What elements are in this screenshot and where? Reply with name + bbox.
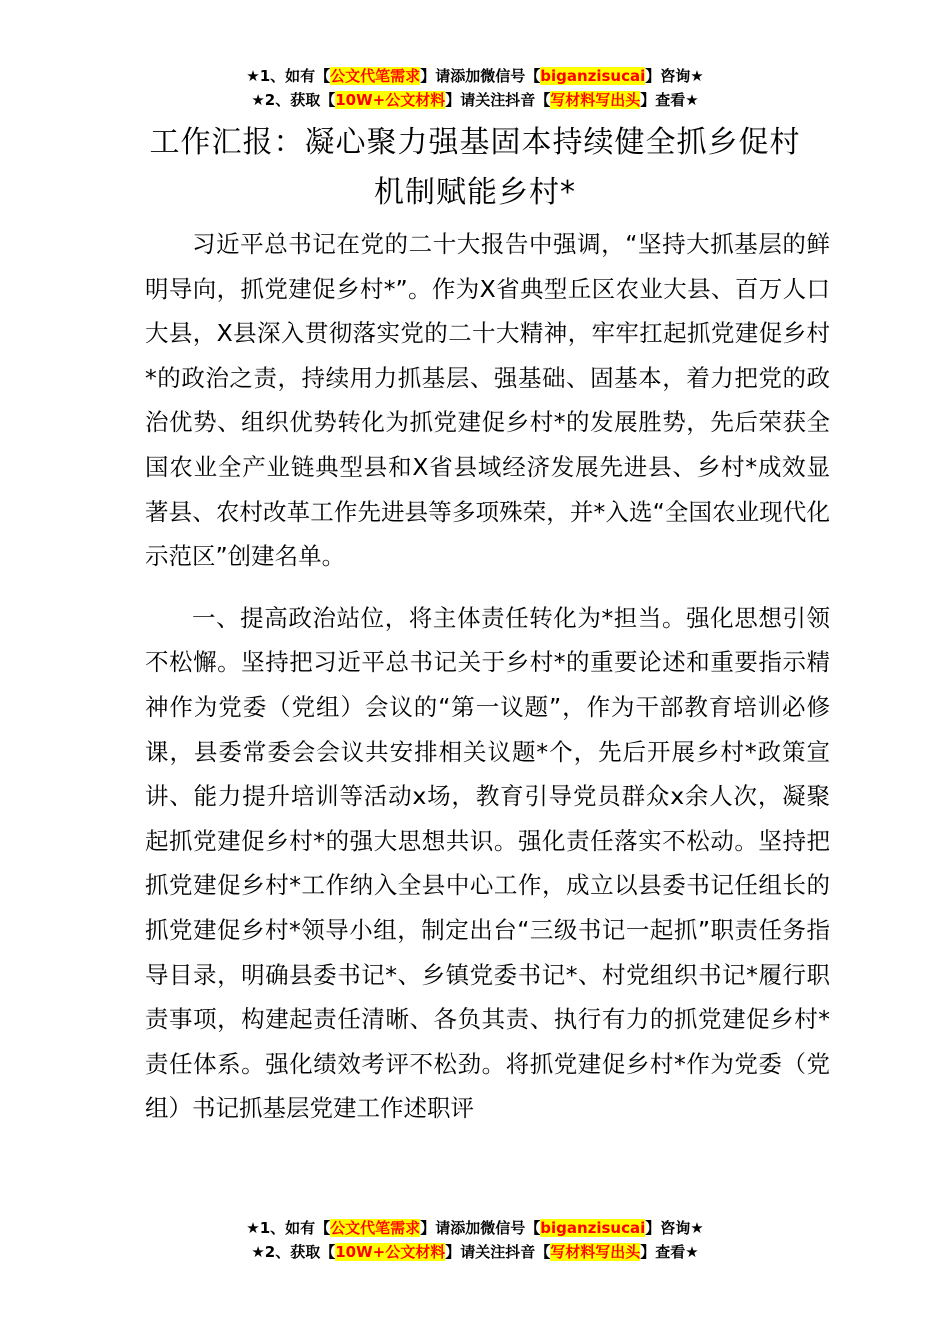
- document-title: 工作汇报：凝心聚力强基固本持续健全抓乡促村机制赋能乡村*: [149, 125, 801, 210]
- paragraph-section-1: 一、提高政治站位，将主体责任转化为*担当。强化思想引领不松懈。坚持把习近平总书记关于乡村*的重要论述和重要指示精神作为党委（党组）会议的“第一议题”，作为干部教育培训必修课，县委常委会会议共安排相关议题*个，先后开展乡村*政策宣讲、能力提升培训等活动x场，教育引导党员群众x余人次，凝聚起抓党建促乡村*的强大思想共识。强化责任落实不松动。坚持把抓党建促乡村*工作纳入全县中心工作，成立以县委书记任组长的抓党建促乡村*领导小组，制定出台“三级书记一起抓”职责任务指导目录，明确县委书记*、乡镇党委书记*、村党组织书记*履行职责事项，构建起责任清晰、各负其责、执行有力的抓党建促乡村*责任体系。强化绩效考评不松劲。将抓党建促乡村*作为党委（党组）书记抓基层党建工作述职评: [145, 603, 830, 1123]
- banner-highlight-wechat-id: biganzisucai: [540, 1219, 646, 1237]
- banner-highlight-materials: 10W+公文材料: [335, 91, 446, 109]
- top-banner: [0, 64, 950, 112]
- banner-highlight-douyin-account: 写材料写出头: [550, 91, 641, 109]
- document-body: [145, 222, 830, 1148]
- bottom-banner: [0, 1216, 950, 1264]
- banner-highlight-service: 公文代笔需求: [330, 67, 421, 85]
- banner-line-1: ★1、如有【公文代笔需求】请添加微信号【biganzisucai】咨询★: [246, 67, 704, 85]
- banner-line-2: ★2、获取【10W+公文材料】请关注抖音【写材料写出头】查看★: [251, 91, 699, 109]
- banner-highlight-service: 公文代笔需求: [330, 1219, 421, 1237]
- paragraph-intro: 习近平总书记在党的二十大报告中强调，“坚持大抓基层的鲜明导向，抓党建促乡村*”。作为X省典型丘区农业大县、百万人口大县，X县深入贯彻落实党的二十大精神，牢牢扛起抓党建促乡村*的政治之责，持续用力抓基层、强基础、固基本，着力把党的政治优势、组织优势转化为抓党建促乡村*的发展胜势，先后荣获全国农业全产业链典型县和X省县域经济发展先进县、乡村*成效显著县、农村改革工作先进县等多项殊荣，并*入选“全国农业现代化示范区”创建名单。: [145, 230, 830, 571]
- banner-highlight-materials: 10W+公文材料: [335, 1243, 446, 1261]
- banner-highlight-douyin-account: 写材料写出头: [550, 1243, 641, 1261]
- banner-highlight-wechat-id: biganzisucai: [540, 67, 646, 85]
- banner-line-1: ★1、如有【公文代笔需求】请添加微信号【biganzisucai】咨询★: [246, 1219, 704, 1237]
- banner-line-2: ★2、获取【10W+公文材料】请关注抖音【写材料写出头】查看★: [251, 1243, 699, 1261]
